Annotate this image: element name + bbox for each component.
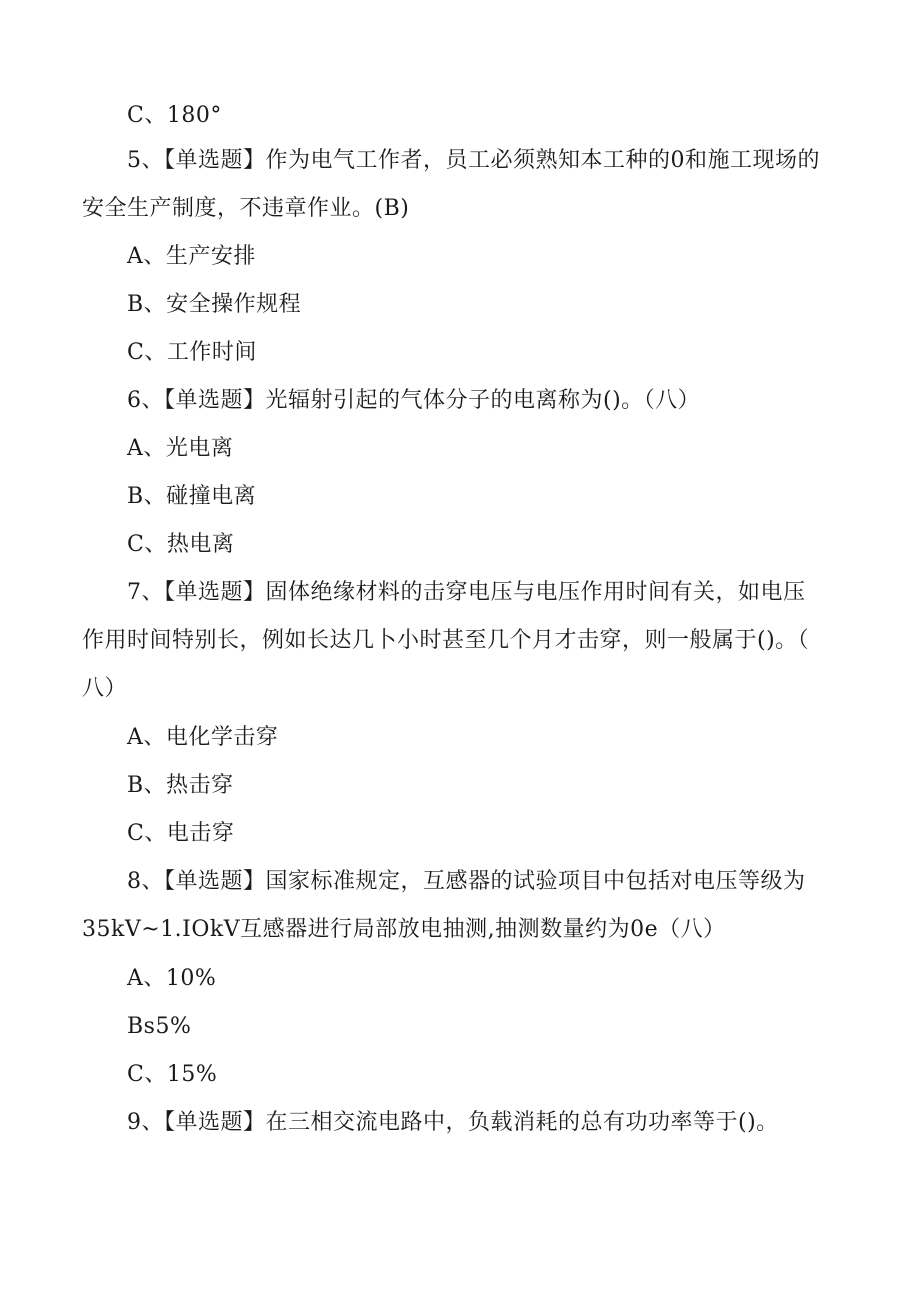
q7-question: 7、【单选题】固体绝缘材料的击穿电压与电压作用时间有关，如电压 [127,580,806,605]
q7-option-b: B、热击穿 [127,773,234,798]
q5-option-b: B、安全操作规程 [127,292,302,317]
q8-question: 8、【单选题】国家标准规定，互感器的试验项目中包括对电压等级为 [127,869,806,894]
q8-option-c: C、15% [127,1062,218,1087]
q5-question-cont: 安全生产制度，不违章作业。(B) [82,196,410,221]
q8-option-b: Bs5% [127,1014,192,1039]
q6-option-a: A、光电离 [127,436,234,461]
q8-question-cont: 35kV~1.IOkV互感器进行局部放电抽测,抽测数量约为0e（八） [82,917,726,942]
q7-question-cont2: 八） [82,676,128,701]
q5-option-a: A、生产安排 [127,244,256,269]
q7-option-c: C、电击穿 [127,821,235,846]
q6-option-c: C、热电离 [127,532,235,557]
q4-option-c: C、180° [127,103,222,128]
q8-option-a: A、10% [127,966,217,991]
q9-question: 9、【单选题】在三相交流电路中，负载消耗的总有功功率等于()。 [127,1110,779,1135]
q5-question: 5、【单选题】作为电气工作者，员工必须熟知本工种的0和施工现场的 [127,148,820,173]
q6-question: 6、【单选题】光辐射引起的气体分子的电离称为()。（八） [127,388,701,413]
q7-option-a: A、电化学击穿 [127,725,279,750]
q6-option-b: B、碰撞电离 [127,484,257,509]
q5-option-c: C、工作时间 [127,340,257,365]
q7-question-cont: 作用时间特别长，例如长达几卜小时甚至几个月才击穿，则一般属于()。（ [82,628,810,653]
